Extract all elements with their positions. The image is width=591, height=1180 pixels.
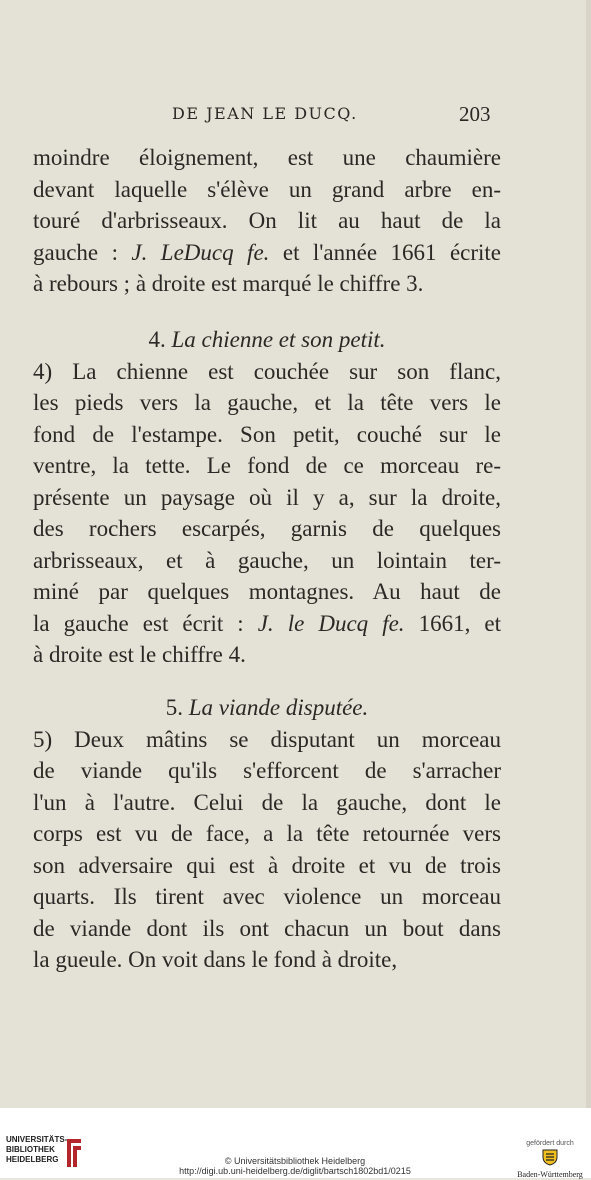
section-4-paragraph — [33, 356, 501, 671]
text-run: gauche : — [33, 239, 132, 265]
funded-by-text: gefördert durch — [526, 1140, 574, 1147]
text-run: et l'année 1661 écrite — [269, 239, 502, 265]
text-line: de viande qu'ils s'efforcent de s'arracher — [33, 758, 501, 783]
text-line: 5) Deux mâtins se disputant un morceau — [33, 726, 501, 752]
page-edge — [586, 0, 591, 1108]
section-number: 4. — [148, 326, 166, 352]
section-title: La viande disputée. — [188, 694, 369, 720]
text-line: devant laquelle s'élève un grand arbre en- — [33, 176, 501, 202]
text-line: corps est vu de face, a la tête retournée vers — [33, 821, 501, 846]
library-emblem-icon — [64, 1137, 84, 1169]
signature-inscription: J. le Ducq fe. — [257, 610, 405, 636]
text-line — [33, 608, 501, 640]
running-head-title: DE JEAN LE DUCQ. — [172, 104, 358, 123]
text-line: de viande dont ils ont chacun un bout dans — [33, 915, 501, 941]
text-line: fond de l'estampe. Son petit, couché sur le — [33, 421, 501, 447]
logo-text: UNIVERSITÄTS- BIBLIOTHEK HEIDELBERG — [6, 1135, 68, 1164]
running-head — [0, 104, 591, 132]
text-line: 4) La chienne est couchée sur son flanc, — [33, 358, 501, 384]
section-heading-5 — [33, 691, 501, 724]
text-run: 1661, et — [404, 610, 501, 636]
funder-name: Baden-Württemberg — [517, 1170, 583, 1179]
text-line: son adversaire qui est à droite et vu de trois — [33, 852, 501, 878]
text-line: touré d'arbrisseaux. On lit au haut de la — [33, 208, 501, 233]
coat-of-arms-icon — [541, 1148, 559, 1166]
section-5-paragraph — [33, 724, 501, 976]
text-line: les pieds vers la gauche, et la tête vers le — [33, 390, 501, 415]
section-title: La chienne et son petit. — [171, 326, 386, 352]
paragraph-continued — [33, 142, 501, 300]
text-line: miné par quelques montagnes. Au haut de — [33, 579, 501, 604]
text-run: la gauche est écrit : — [33, 610, 258, 636]
text-line: arbrisseaux, et à gauche, un lointain ter- — [33, 547, 501, 573]
text-line — [33, 237, 501, 269]
text-line: à rebours ; à droite est marqué le chiffre 3. — [33, 271, 424, 296]
text-line: présente un paysage où il y a, sur la droite, — [33, 484, 501, 510]
source-url-link[interactable]: http://digi.ub.uni-heidelberg.de/diglit/bartsch1802bd1/0215 — [179, 1166, 411, 1176]
university-library-logo — [6, 1135, 88, 1173]
page-number: 203 — [459, 102, 491, 126]
text-line: ventre, la tette. Le fond de ce morceau re- — [33, 453, 501, 478]
signature-inscription: J. LeDucq fe. — [131, 239, 270, 265]
text-line: des rochers escarpés, garnis de quelques — [33, 516, 501, 541]
body-text — [33, 142, 501, 976]
text-line: moindre éloignement, est une chaumière — [33, 145, 501, 170]
section-number: 5. — [165, 694, 183, 720]
text-line: l'un à l'autre. Celui de la gauche, dont le — [33, 789, 501, 815]
footer-credit — [150, 1156, 440, 1176]
text-line: à droite est le chiffre 4. — [33, 642, 246, 667]
text-line: quarts. Ils tirent avec violence un morceau — [33, 884, 501, 909]
funder-logo — [510, 1139, 590, 1177]
section-heading-4 — [33, 323, 501, 356]
copyright-text: © Universitätsbibliothek Heidelberg — [224, 1156, 366, 1166]
text-line: la gueule. On voit dans le fond à droite, — [33, 947, 398, 972]
